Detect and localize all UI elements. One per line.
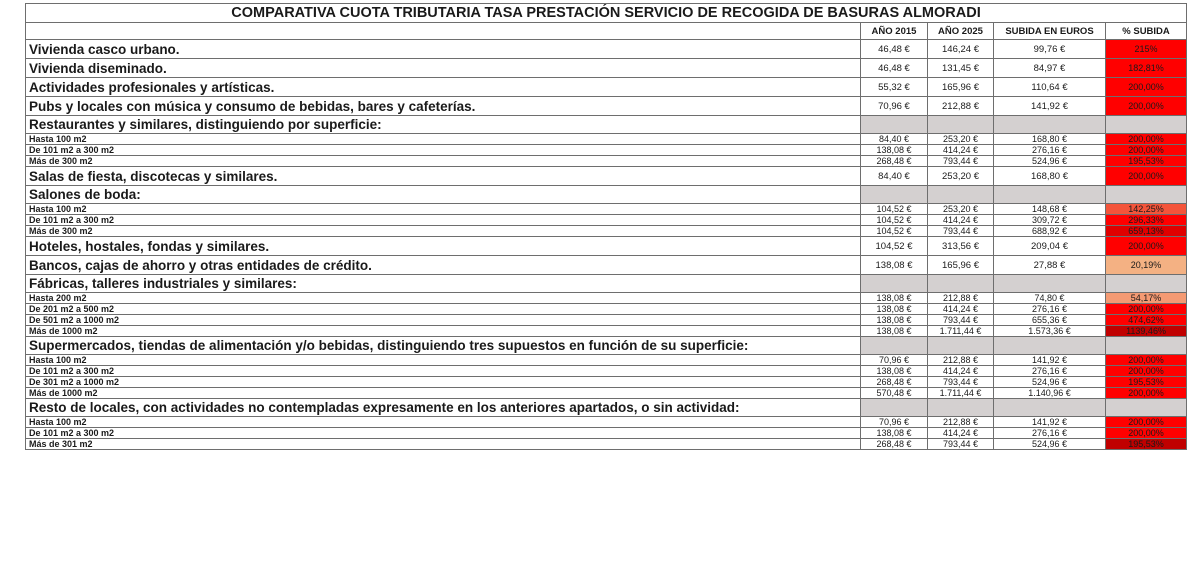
blank-cell bbox=[928, 116, 994, 134]
row-label: Más de 301 m2 bbox=[26, 439, 861, 450]
row-label: De 101 m2 a 300 m2 bbox=[26, 428, 861, 439]
amount-2015: 138,08 € bbox=[861, 304, 928, 315]
blank-cell bbox=[861, 116, 928, 134]
subcategory-row bbox=[26, 428, 1187, 439]
table-row bbox=[26, 256, 1187, 275]
row-label: Hasta 100 m2 bbox=[26, 355, 861, 366]
amount-2025: 212,88 € bbox=[928, 97, 994, 116]
amount-2025: 793,44 € bbox=[928, 377, 994, 388]
group-label: Fábricas, talleres industriales y similares: bbox=[26, 275, 861, 293]
subcategory-row bbox=[26, 315, 1187, 326]
increase-percent: 200,00% bbox=[1106, 237, 1187, 256]
row-label: Vivienda diseminado. bbox=[26, 59, 861, 78]
blank-cell bbox=[928, 399, 994, 417]
row-label: De 101 m2 a 300 m2 bbox=[26, 215, 861, 226]
table-title: COMPARATIVA CUOTA TRIBUTARIA TASA PRESTACIÓN SERVICIO DE RECOGIDA DE BASURAS ALMORADI bbox=[26, 4, 1187, 23]
blank-cell bbox=[861, 337, 928, 355]
subcategory-row bbox=[26, 204, 1187, 215]
increase-percent: 54,17% bbox=[1106, 293, 1187, 304]
amount-2025: 414,24 € bbox=[928, 366, 994, 377]
increase-euros: 84,97 € bbox=[994, 59, 1106, 78]
category-group-row bbox=[26, 275, 1187, 293]
amount-2025: 414,24 € bbox=[928, 304, 994, 315]
amount-2015: 138,08 € bbox=[861, 145, 928, 156]
increase-percent: 200,00% bbox=[1106, 167, 1187, 186]
amount-2015: 104,52 € bbox=[861, 226, 928, 237]
increase-percent: 182,81% bbox=[1106, 59, 1187, 78]
row-label: Hasta 100 m2 bbox=[26, 204, 861, 215]
row-label: De 101 m2 a 300 m2 bbox=[26, 145, 861, 156]
increase-euros: 524,96 € bbox=[994, 439, 1106, 450]
blank-cell bbox=[994, 116, 1106, 134]
increase-euros: 99,76 € bbox=[994, 40, 1106, 59]
increase-percent: 20,19% bbox=[1106, 256, 1187, 275]
amount-2025: 414,24 € bbox=[928, 215, 994, 226]
increase-euros: 74,80 € bbox=[994, 293, 1106, 304]
amount-2015: 104,52 € bbox=[861, 237, 928, 256]
increase-euros: 1.573,36 € bbox=[994, 326, 1106, 337]
increase-percent: 195,53% bbox=[1106, 439, 1187, 450]
increase-percent: 200,00% bbox=[1106, 428, 1187, 439]
increase-percent: 200,00% bbox=[1106, 366, 1187, 377]
row-label: Bancos, cajas de ahorro y otras entidades de crédito. bbox=[26, 256, 861, 275]
blank-cell bbox=[928, 337, 994, 355]
amount-2015: 84,40 € bbox=[861, 167, 928, 186]
amount-2015: 138,08 € bbox=[861, 315, 928, 326]
row-label: Hasta 200 m2 bbox=[26, 293, 861, 304]
increase-euros: 524,96 € bbox=[994, 377, 1106, 388]
increase-percent: 195,53% bbox=[1106, 377, 1187, 388]
blank-cell bbox=[1106, 399, 1187, 417]
increase-percent: 659,13% bbox=[1106, 226, 1187, 237]
amount-2015: 138,08 € bbox=[861, 256, 928, 275]
header-row bbox=[26, 23, 1187, 40]
increase-euros: 276,16 € bbox=[994, 366, 1106, 377]
amount-2025: 793,44 € bbox=[928, 315, 994, 326]
row-label: Hoteles, hostales, fondas y similares. bbox=[26, 237, 861, 256]
header-year-2015: AÑO 2015 bbox=[861, 23, 928, 40]
amount-2025: 253,20 € bbox=[928, 167, 994, 186]
amount-2025: 131,45 € bbox=[928, 59, 994, 78]
increase-euros: 524,96 € bbox=[994, 156, 1106, 167]
subcategory-row bbox=[26, 326, 1187, 337]
blank-cell bbox=[1106, 186, 1187, 204]
blank-cell bbox=[994, 399, 1106, 417]
group-label: Resto de locales, con actividades no contempladas expresamente en los anteriores apartados, o sin actividad: bbox=[26, 399, 861, 417]
amount-2025: 253,20 € bbox=[928, 134, 994, 145]
subcategory-row bbox=[26, 293, 1187, 304]
table-row bbox=[26, 78, 1187, 97]
subcategory-row bbox=[26, 215, 1187, 226]
subcategory-row bbox=[26, 304, 1187, 315]
category-group-row bbox=[26, 337, 1187, 355]
increase-euros: 141,92 € bbox=[994, 355, 1106, 366]
increase-euros: 309,72 € bbox=[994, 215, 1106, 226]
amount-2015: 268,48 € bbox=[861, 377, 928, 388]
increase-euros: 141,92 € bbox=[994, 97, 1106, 116]
row-label: De 301 m2 a 1000 m2 bbox=[26, 377, 861, 388]
increase-euros: 27,88 € bbox=[994, 256, 1106, 275]
increase-euros: 209,04 € bbox=[994, 237, 1106, 256]
increase-percent: 200,00% bbox=[1106, 355, 1187, 366]
row-label: Más de 1000 m2 bbox=[26, 388, 861, 399]
table-row bbox=[26, 59, 1187, 78]
increase-percent: 200,00% bbox=[1106, 78, 1187, 97]
header-blank bbox=[26, 23, 861, 40]
blank-cell bbox=[1106, 337, 1187, 355]
increase-percent: 142,25% bbox=[1106, 204, 1187, 215]
group-label: Restaurantes y similares, distinguiendo por superficie: bbox=[26, 116, 861, 134]
amount-2025: 253,20 € bbox=[928, 204, 994, 215]
increase-percent: 200,00% bbox=[1106, 304, 1187, 315]
group-label: Supermercados, tiendas de alimentación y/o bebidas, distinguiendo tres supuestos en función de su superficie: bbox=[26, 337, 861, 355]
amount-2025: 1.711,44 € bbox=[928, 388, 994, 399]
subcategory-row bbox=[26, 355, 1187, 366]
subcategory-row bbox=[26, 377, 1187, 388]
subcategory-row bbox=[26, 439, 1187, 450]
row-label: De 101 m2 a 300 m2 bbox=[26, 366, 861, 377]
row-label: Pubs y locales con música y consumo de bebidas, bares y cafeterías. bbox=[26, 97, 861, 116]
title-row bbox=[26, 4, 1187, 23]
amount-2015: 46,48 € bbox=[861, 59, 928, 78]
category-group-row bbox=[26, 399, 1187, 417]
increase-euros: 276,16 € bbox=[994, 145, 1106, 156]
row-label: Más de 300 m2 bbox=[26, 226, 861, 237]
increase-percent: 1139,46% bbox=[1106, 326, 1187, 337]
amount-2025: 793,44 € bbox=[928, 226, 994, 237]
increase-percent: 200,00% bbox=[1106, 134, 1187, 145]
increase-percent: 200,00% bbox=[1106, 97, 1187, 116]
row-label: Salas de fiesta, discotecas y similares. bbox=[26, 167, 861, 186]
subcategory-row bbox=[26, 134, 1187, 145]
amount-2015: 138,08 € bbox=[861, 366, 928, 377]
blank-cell bbox=[861, 275, 928, 293]
table-row bbox=[26, 40, 1187, 59]
amount-2015: 70,96 € bbox=[861, 97, 928, 116]
amount-2025: 212,88 € bbox=[928, 417, 994, 428]
subcategory-row bbox=[26, 417, 1187, 428]
increase-euros: 168,80 € bbox=[994, 167, 1106, 186]
amount-2025: 165,96 € bbox=[928, 78, 994, 97]
row-label: De 201 m2 a 500 m2 bbox=[26, 304, 861, 315]
header-increase-percent: % SUBIDA bbox=[1106, 23, 1187, 40]
amount-2015: 84,40 € bbox=[861, 134, 928, 145]
row-label: De 501 m2 a 1000 m2 bbox=[26, 315, 861, 326]
increase-percent: 296,33% bbox=[1106, 215, 1187, 226]
header-year-2025: AÑO 2025 bbox=[928, 23, 994, 40]
increase-percent: 474,62% bbox=[1106, 315, 1187, 326]
blank-cell bbox=[1106, 275, 1187, 293]
increase-euros: 688,92 € bbox=[994, 226, 1106, 237]
amount-2025: 212,88 € bbox=[928, 355, 994, 366]
blank-cell bbox=[928, 186, 994, 204]
blank-cell bbox=[994, 186, 1106, 204]
amount-2015: 55,32 € bbox=[861, 78, 928, 97]
increase-euros: 276,16 € bbox=[994, 304, 1106, 315]
table-row bbox=[26, 97, 1187, 116]
row-label: Hasta 100 m2 bbox=[26, 417, 861, 428]
blank-cell bbox=[861, 399, 928, 417]
amount-2015: 570,48 € bbox=[861, 388, 928, 399]
category-group-row bbox=[26, 116, 1187, 134]
subcategory-row bbox=[26, 156, 1187, 167]
row-label: Vivienda casco urbano. bbox=[26, 40, 861, 59]
increase-percent: 200,00% bbox=[1106, 388, 1187, 399]
header-increase-euros: SUBIDA EN EUROS bbox=[994, 23, 1106, 40]
amount-2025: 1.711,44 € bbox=[928, 326, 994, 337]
amount-2025: 414,24 € bbox=[928, 428, 994, 439]
amount-2015: 138,08 € bbox=[861, 326, 928, 337]
amount-2025: 793,44 € bbox=[928, 156, 994, 167]
tax-comparison-table bbox=[25, 3, 1187, 450]
amount-2015: 46,48 € bbox=[861, 40, 928, 59]
blank-cell bbox=[1106, 116, 1187, 134]
category-group-row bbox=[26, 186, 1187, 204]
increase-euros: 110,64 € bbox=[994, 78, 1106, 97]
amount-2015: 138,08 € bbox=[861, 293, 928, 304]
increase-euros: 1.140,96 € bbox=[994, 388, 1106, 399]
increase-euros: 655,36 € bbox=[994, 315, 1106, 326]
amount-2015: 268,48 € bbox=[861, 156, 928, 167]
amount-2025: 146,24 € bbox=[928, 40, 994, 59]
increase-euros: 141,92 € bbox=[994, 417, 1106, 428]
amount-2025: 165,96 € bbox=[928, 256, 994, 275]
increase-euros: 276,16 € bbox=[994, 428, 1106, 439]
amount-2015: 104,52 € bbox=[861, 204, 928, 215]
subcategory-row bbox=[26, 388, 1187, 399]
amount-2025: 414,24 € bbox=[928, 145, 994, 156]
amount-2015: 70,96 € bbox=[861, 355, 928, 366]
blank-cell bbox=[994, 337, 1106, 355]
increase-percent: 200,00% bbox=[1106, 417, 1187, 428]
amount-2025: 212,88 € bbox=[928, 293, 994, 304]
group-label: Salones de boda: bbox=[26, 186, 861, 204]
subcategory-row bbox=[26, 145, 1187, 156]
row-label: Actividades profesionales y artísticas. bbox=[26, 78, 861, 97]
table-row bbox=[26, 237, 1187, 256]
amount-2015: 104,52 € bbox=[861, 215, 928, 226]
row-label: Hasta 100 m2 bbox=[26, 134, 861, 145]
amount-2015: 268,48 € bbox=[861, 439, 928, 450]
blank-cell bbox=[994, 275, 1106, 293]
subcategory-row bbox=[26, 226, 1187, 237]
subcategory-row bbox=[26, 366, 1187, 377]
increase-percent: 200,00% bbox=[1106, 145, 1187, 156]
increase-percent: 195,53% bbox=[1106, 156, 1187, 167]
blank-cell bbox=[928, 275, 994, 293]
row-label: Más de 1000 m2 bbox=[26, 326, 861, 337]
row-label: Más de 300 m2 bbox=[26, 156, 861, 167]
amount-2015: 138,08 € bbox=[861, 428, 928, 439]
blank-cell bbox=[861, 186, 928, 204]
increase-euros: 148,68 € bbox=[994, 204, 1106, 215]
amount-2015: 70,96 € bbox=[861, 417, 928, 428]
amount-2025: 313,56 € bbox=[928, 237, 994, 256]
increase-percent: 215% bbox=[1106, 40, 1187, 59]
amount-2025: 793,44 € bbox=[928, 439, 994, 450]
table-row bbox=[26, 167, 1187, 186]
increase-euros: 168,80 € bbox=[994, 134, 1106, 145]
